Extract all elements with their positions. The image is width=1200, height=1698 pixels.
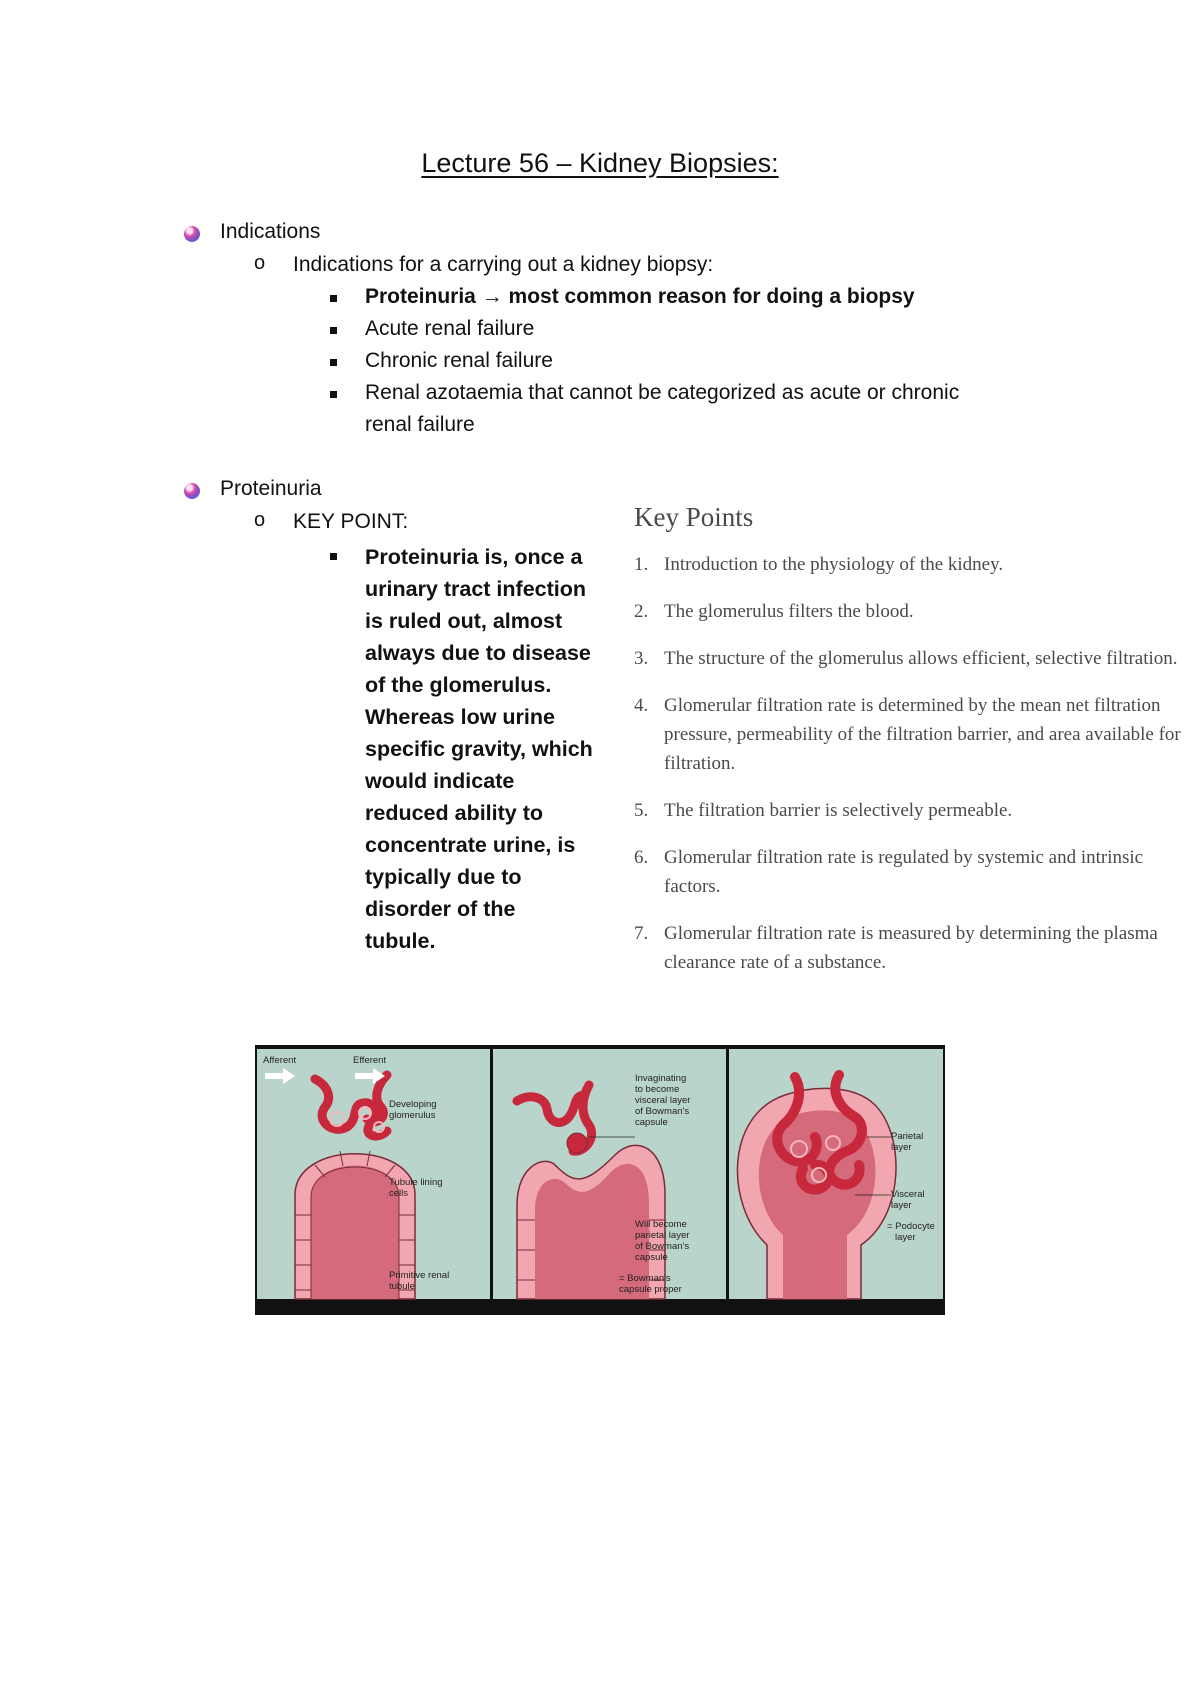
para-line: of the glomerulus. [365,673,552,697]
list-item-acute: Acute renal failure [365,317,535,340]
key-point-item [634,796,1200,825]
label-podocyte: = Podocyte [887,1221,935,1232]
bullet-icon [184,226,200,242]
key-point-text: Glomerular filtration rate is regulated by systemic and intrinsic factors. [664,847,1144,897]
label-capsule: capsule [635,1117,668,1128]
label-parietal-layer: parietal layer [635,1230,690,1241]
para-line: urinary tract infection [365,577,587,601]
key-point-item [634,691,1200,778]
label-layer: layer [891,1142,912,1153]
para-line: is ruled out, almost [365,609,563,633]
square-bullet-icon [330,391,337,398]
key-points-list [634,550,1200,995]
arrow-icon: → [481,285,503,308]
label-tubule-lining: Tubule lining [389,1177,443,1188]
key-points-title: Key Points [634,502,754,532]
label-will-become: Will become [635,1219,687,1230]
key-point-item [634,843,1200,901]
label-to-become: to become [635,1084,680,1095]
list-item-azotaemia-cont: renal failure [365,413,475,436]
bullet-icon [184,483,200,499]
para-line: concentrate urine, is [365,833,576,857]
circle-bullet-icon: o [254,509,266,531]
key-point-text: The structure of the glomerulus allows efficient, selective filtration. [664,648,1178,669]
proteinuria-label: Proteinuria [365,285,476,308]
key-point-number: 3. [634,648,649,669]
para-line: specific gravity, which [365,737,593,761]
key-point-text: Glomerular filtration rate is measured by determining the plasma clearance rate of a substance. [664,923,1158,973]
para-line: reduced ability to [365,801,544,825]
para-line: always due to disease [365,641,591,665]
key-point-item [634,644,1200,673]
list-item-proteinuria [365,285,915,309]
label-layer-2: layer [891,1200,912,1211]
label-efferent: Efferent [353,1055,387,1066]
label-tubule: tubule [389,1281,415,1292]
section-heading-indications: Indications [220,220,321,243]
square-bullet-icon [330,295,337,302]
square-bullet-icon [330,359,337,366]
figure-svg [255,1045,945,1315]
square-bullet-icon [330,327,337,334]
para-line: Proteinuria is, once a [365,545,583,569]
label-visceral: Visceral [891,1189,925,1200]
label-primitive: Primitive renal [389,1270,450,1281]
key-point-text: Introduction to the physiology of the kidney. [664,554,1004,575]
key-point-label: KEY POINT: [293,510,409,533]
label-parietal: Parietal [891,1131,924,1142]
label-glomerulus: glomerulus [389,1110,436,1121]
label-afferent: Afferent [263,1055,297,1066]
label-capsule-2: capsule [635,1252,668,1263]
section-heading-proteinuria: Proteinuria [220,477,322,500]
label-of-bowmans: of Bowman's [635,1106,690,1117]
list-item-chronic: Chronic renal failure [365,349,553,372]
key-point-number: 6. [634,847,649,868]
para-line: disorder of the [365,897,516,921]
indications-subheading: Indications for a carrying out a kidney biopsy: [293,253,714,276]
key-point-paragraph [365,541,615,957]
proteinuria-reason: most common reason for doing a biopsy [508,285,915,308]
key-point-item [634,550,1200,579]
key-point-text: The glomerulus filters the blood. [664,601,914,622]
label-visceral-layer: visceral layer [635,1095,691,1106]
key-point-number: 5. [634,800,649,821]
key-point-number: 7. [634,923,649,944]
circle-bullet-icon: o [254,252,266,274]
label-layer-3: layer [895,1232,916,1243]
label-bowmans-capsule: = Bowman's [619,1273,671,1284]
key-point-text: The filtration barrier is selectively permeable. [664,800,1013,821]
para-line: typically due to [365,865,522,889]
para-line: tubule. [365,929,436,953]
label-cells: cells [389,1188,409,1199]
label-developing: Developing [389,1099,437,1110]
key-point-text: Glomerular filtration rate is determined by the mean net filtration pressure, permeability of the filtration barrier, and area available for filtration. [664,695,1181,774]
label-capsule-proper: capsule proper [619,1284,682,1295]
label-of-bowmans-2: of Bowman's [635,1241,690,1252]
para-line: would indicate [365,769,515,793]
list-item-azotaemia: Renal azotaemia that cannot be categorized as acute or chronic [365,381,960,404]
key-point-number: 4. [634,695,649,716]
page-title: Lecture 56 – Kidney Biopsies: [421,148,779,178]
square-bullet-icon [330,553,337,560]
key-point-number: 2. [634,601,649,622]
glomerulus-development-figure [255,1045,945,1315]
key-point-item [634,597,1200,626]
key-point-item [634,919,1200,977]
label-invaginating: Invaginating [635,1073,687,1084]
para-line: Whereas low urine [365,705,555,729]
key-point-number: 1. [634,554,649,575]
